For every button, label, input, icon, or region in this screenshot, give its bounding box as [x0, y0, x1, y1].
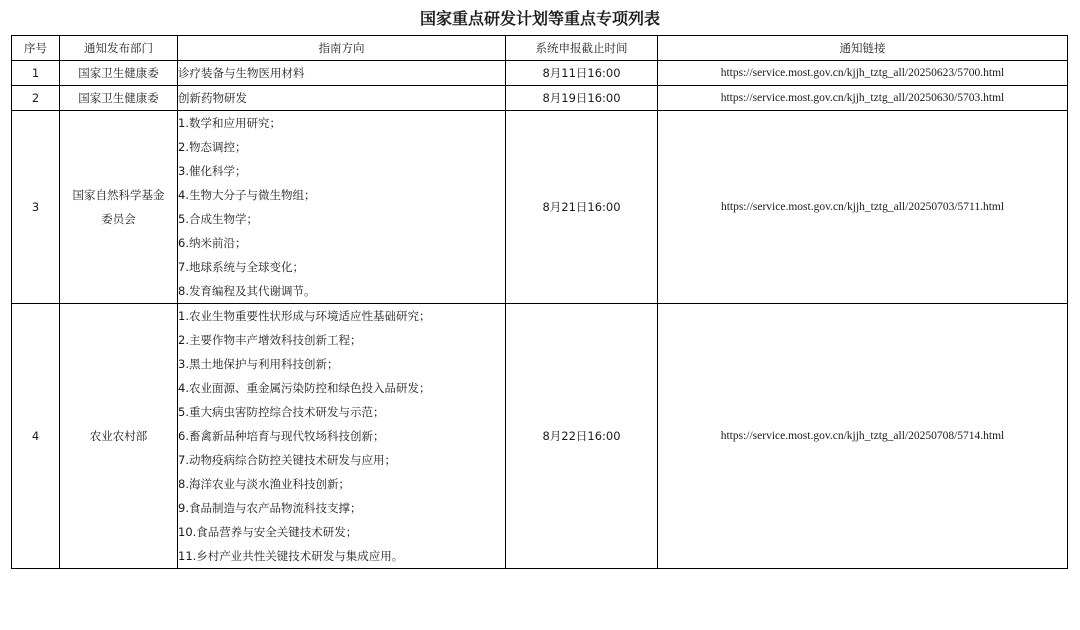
direction-item: 1.农业生物重要性状形成与环境适应性基础研究； [178, 309, 431, 323]
direction-item: 3.黑土地保护与利用科技创新； [178, 357, 339, 371]
row-link[interactable]: https://service.most.gov.cn/kjjh_tztg_all/20250623/5700.html [658, 61, 1068, 86]
row-deadline: 8月19日16:00 [506, 86, 658, 111]
row-dept: 国家卫生健康委 [60, 86, 178, 111]
direction-item: 2.物态调控； [178, 140, 247, 154]
row-direction [178, 304, 506, 569]
direction-item: 7.地球系统与全球变化； [178, 260, 304, 274]
table-header-row [12, 36, 1068, 61]
row-dept-line: 国家自然科学基金 [72, 188, 165, 202]
direction-item: 11.乡村产业共性关键技术研发与集成应用。 [178, 549, 404, 563]
direction-item: 8.发育编程及其代谢调节。 [178, 284, 316, 298]
direction-item: 10.食品营养与安全关键技术研发； [178, 525, 358, 539]
direction-item: 5.合成生物学； [178, 212, 258, 226]
row-link[interactable]: https://service.most.gov.cn/kjjh_tztg_all/20250703/5711.html [658, 111, 1068, 304]
row-link[interactable]: https://service.most.gov.cn/kjjh_tztg_all/20250708/5714.html [658, 304, 1068, 569]
row-no: 3 [12, 111, 60, 304]
projects-table [11, 35, 1068, 569]
table-row [12, 61, 1068, 86]
page-title: 国家重点研发计划等重点专项列表 [419, 9, 660, 28]
header-link: 通知链接 [658, 36, 1068, 61]
direction-item: 7.动物疫病综合防控关键技术研发与应用； [178, 453, 396, 467]
direction-item: 6.畜禽新品种培育与现代牧场科技创新； [178, 429, 385, 443]
row-deadline: 8月21日16:00 [506, 111, 658, 304]
row-direction [178, 111, 506, 304]
table-row [12, 304, 1068, 569]
table-row [12, 111, 1068, 304]
direction-item: 8.海洋农业与淡水渔业科技创新； [178, 477, 350, 491]
direction-item: 4.生物大分子与微生物组； [178, 188, 316, 202]
row-deadline: 8月22日16:00 [506, 304, 658, 569]
row-no: 4 [12, 304, 60, 569]
header-dept: 通知发布部门 [60, 36, 178, 61]
direction-item: 9.食品制造与农产品物流科技支撑； [178, 501, 362, 515]
table-row [12, 86, 1068, 111]
row-no: 1 [12, 61, 60, 86]
direction-item: 5.重大病虫害防控综合技术研发与示范； [178, 405, 385, 419]
row-no: 2 [12, 86, 60, 111]
direction-item: 4.农业面源、重金属污染防控和绿色投入品研发； [178, 381, 431, 395]
row-direction: 创新药物研发 [178, 86, 506, 111]
row-link[interactable]: https://service.most.gov.cn/kjjh_tztg_all/20250630/5703.html [658, 86, 1068, 111]
direction-item: 3.催化科学； [178, 164, 247, 178]
row-direction: 诊疗装备与生物医用材料 [178, 61, 506, 86]
header-no: 序号 [12, 36, 60, 61]
direction-item: 1.数学和应用研究； [178, 116, 281, 130]
direction-item: 2.主要作物丰产增效科技创新工程； [178, 333, 362, 347]
header-deadline: 系统申报截止时间 [506, 36, 658, 61]
row-dept: 农业农村部 [60, 304, 178, 569]
row-deadline: 8月11日16:00 [506, 61, 658, 86]
row-dept: 国家卫生健康委 [60, 61, 178, 86]
row-dept [60, 111, 178, 304]
row-dept-line: 委员会 [101, 212, 136, 226]
direction-item: 6.纳米前沿； [178, 236, 247, 250]
header-direction: 指南方向 [178, 36, 506, 61]
